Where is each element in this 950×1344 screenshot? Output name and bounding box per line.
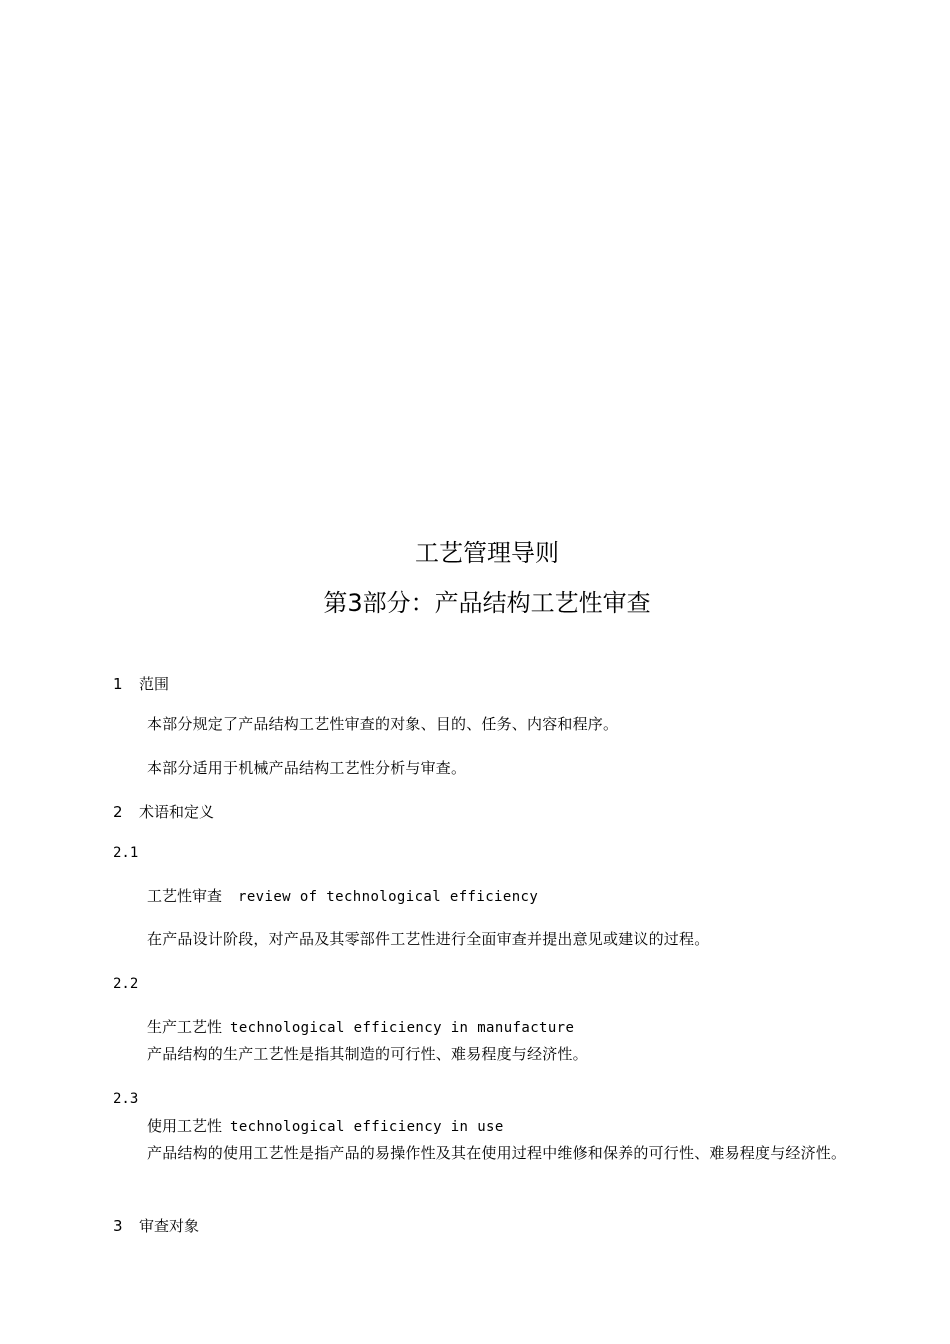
term-2-1-definition: 在产品设计阶段，对产品及其零部件工艺性进行全面审查并提出意见或建议的过程。 [147,930,710,948]
section-3-heading [113,1219,199,1234]
section-number: 2 [113,803,123,821]
document-title: 工艺管理导则 [415,539,559,567]
term-2-2 [147,1020,574,1035]
section-title: 审查对象 [139,1217,200,1235]
section-1-paragraph-1: 本部分规定了产品结构工艺性审查的对象、目的、任务、内容和程序。 [147,715,619,733]
term-english: technological efficiency in manufacture [230,1020,575,1036]
subsection-2-3-number: 2.3 [113,1091,139,1107]
term-2-1 [147,889,538,904]
section-1-heading [113,677,169,692]
term-chinese: 工艺性审查 [147,887,223,905]
section-2-heading [113,805,214,820]
term-chinese: 使用工艺性 [147,1117,223,1135]
term-chinese: 生产工艺性 [147,1018,223,1036]
term-2-3-definition: 产品结构的使用工艺性是指产品的易操作性及其在使用过程中维修和保养的可行性、难易程度与经济性。 [147,1144,847,1162]
subsection-2-1-number: 2.1 [113,845,139,861]
document-subtitle: 第3部分：产品结构工艺性审查 [323,589,651,617]
term-english: review of technological efficiency [238,889,539,905]
term-english: technological efficiency in use [230,1119,504,1135]
section-number: 1 [113,675,123,693]
section-number: 3 [113,1217,123,1235]
subsection-2-2-number: 2.2 [113,976,139,992]
section-title: 术语和定义 [139,803,215,821]
term-2-3 [147,1119,504,1134]
section-title: 范围 [139,675,170,693]
section-1-paragraph-2: 本部分适用于机械产品结构工艺性分析与审查。 [147,759,467,777]
term-2-2-definition: 产品结构的生产工艺性是指其制造的可行性、难易程度与经济性。 [147,1045,588,1063]
